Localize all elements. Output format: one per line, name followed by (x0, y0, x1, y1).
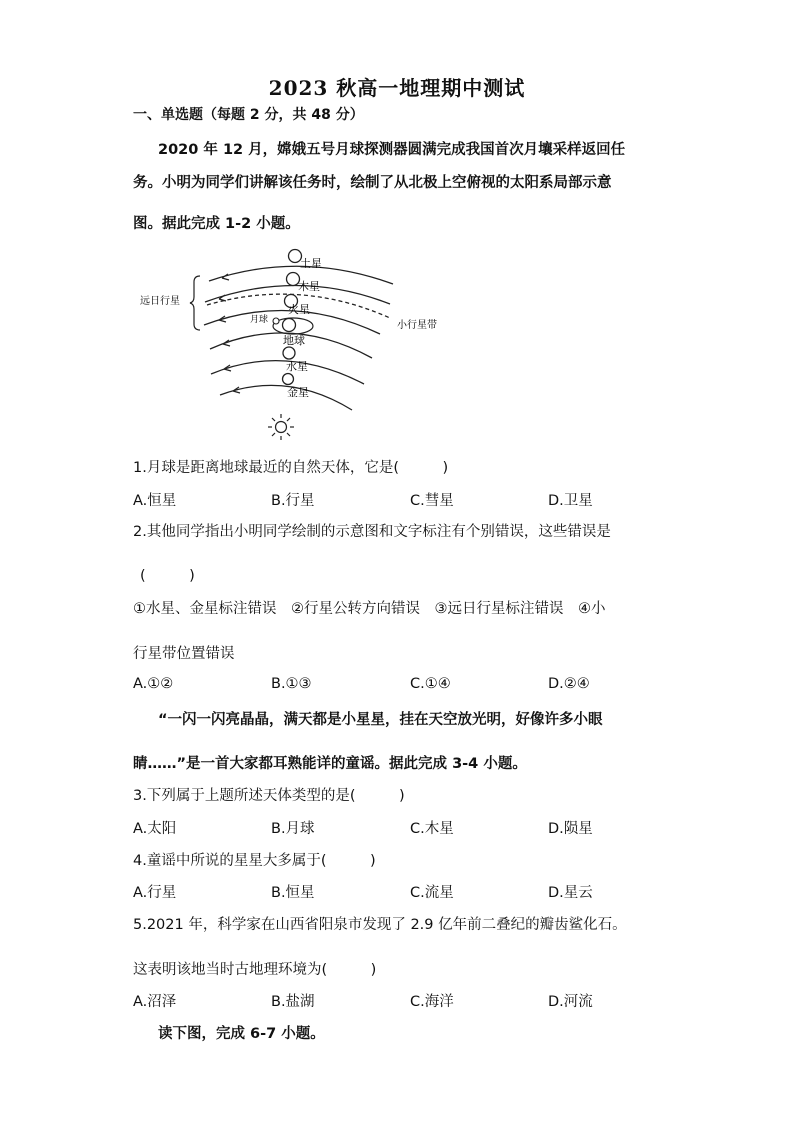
q3-option-d: D.陨星 (548, 821, 593, 837)
q2-choices-line1: ①水星、金星标注错误 ②行星公转方向错误 ③远日行星标注错误 ④小 (133, 601, 606, 617)
label-saturn: 土星 (300, 257, 322, 270)
intro1-line1: 2020 年 12 月，嫦娥五号月球探测器圆满完成我国首次月壤采样返回任 (158, 142, 626, 158)
intro1-line2: 务。小明为同学们讲解该任务时，绘制了从北极上空俯视的太阳系局部示意 (133, 175, 612, 191)
page-title: 2023 秋高一地理期中测试 (268, 76, 526, 100)
q4-option-c: C.流星 (410, 885, 454, 901)
q3-stem: 3.下列属于上题所述天体类型的是( ) (133, 788, 405, 804)
q2-stem-line2: ( ) (140, 568, 195, 584)
intro2-line1: “一闪一闪亮晶晶，满天都是小星星，挂在天空放光明，好像许多小眼 (158, 712, 603, 728)
label-venus: 金星 (287, 386, 309, 399)
label-mars: 火星 (288, 303, 310, 316)
q1-option-b: B.行星 (271, 493, 315, 509)
intro3: 读下图，完成 6-7 小题。 (158, 1026, 325, 1042)
label-earth: 地球 (283, 334, 305, 347)
q1-option-d: D.卫星 (548, 493, 593, 509)
q5-option-b: B.盐湖 (271, 994, 315, 1010)
q2-option-b: B.①③ (271, 676, 312, 692)
q2-option-c: C.①④ (410, 676, 451, 692)
q2-stem-line1: 2.其他同学指出小明同学绘制的示意图和文字标注有个别错误，这些错误是 (133, 524, 611, 540)
label-mercury: 水星 (286, 360, 308, 373)
q2-option-a: A.①② (133, 676, 174, 692)
section-heading: 一、单选题（每题 2 分，共 48 分） (133, 107, 364, 123)
intro2-line2: 睛……”是一首大家都耳熟能详的童谣。据此完成 3-4 小题。 (133, 756, 527, 772)
q4-option-b: B.恒星 (271, 885, 315, 901)
q1-option-a: A.恒星 (133, 493, 177, 509)
label-outer-planets: 远日行星 (140, 296, 180, 307)
q4-option-d: D.星云 (548, 885, 593, 901)
label-moon: 月球 (250, 315, 269, 325)
q5-stem-line1: 5.2021 年，科学家在山西省阳泉市发现了 2.9 亿年前二叠纪的瓣齿鲨化石。 (133, 917, 627, 933)
label-jupiter: 木星 (298, 280, 320, 293)
intro1-line3: 图。据此完成 1-2 小题。 (133, 216, 300, 232)
q3-option-c: C.木星 (410, 821, 454, 837)
q5-option-a: A.沼泽 (133, 994, 177, 1010)
q5-option-d: D.河流 (548, 994, 593, 1010)
q4-stem: 4.童谣中所说的星星大多属于( ) (133, 853, 376, 869)
q1-option-c: C.彗星 (410, 493, 454, 509)
q1-stem: 1.月球是距离地球最近的自然天体，它是( ) (133, 460, 449, 476)
q3-option-a: A.太阳 (133, 821, 177, 837)
solar-system-diagram (0, 245, 794, 445)
q3-option-b: B.月球 (271, 821, 315, 837)
q2-choices-line2: 行星带位置错误 (133, 646, 235, 662)
q5-stem-line2: 这表明该地当时古地理环境为( ) (133, 962, 377, 978)
label-asteroid-belt: 小行星带 (397, 320, 437, 331)
q5-option-c: C.海洋 (410, 994, 454, 1010)
q4-option-a: A.行星 (133, 885, 177, 901)
q2-option-d: D.②④ (548, 676, 590, 692)
